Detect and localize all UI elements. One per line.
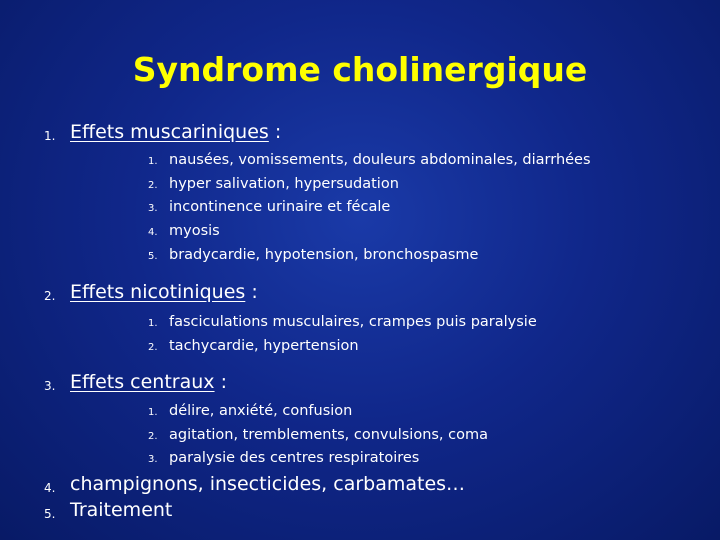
item-text: agitation, tremblements, convulsions, coma — [169, 427, 489, 443]
heading-suffix: : — [245, 281, 258, 303]
item-text: tachycardie, hypertension — [169, 338, 359, 354]
section-heading: Effets muscariniques — [70, 121, 269, 143]
item-number: 2. — [148, 180, 158, 191]
item-text: incontinence urinaire et fécale — [169, 199, 391, 215]
section-number: 2. — [44, 289, 56, 303]
item-number: 2. — [148, 342, 158, 353]
item-text: nausées, vomissements, douleurs abdominales, diarrhées — [169, 152, 591, 168]
item-number: 2. — [148, 431, 158, 442]
section-number: 3. — [44, 379, 56, 393]
section-number: 5. — [44, 507, 56, 521]
slide-title: Syndrome cholinergique — [132, 50, 588, 89]
item-text: bradycardie, hypotension, bronchospasme — [169, 247, 479, 263]
item-number: 4. — [148, 227, 158, 238]
section-heading: Effets nicotiniques — [70, 281, 246, 303]
heading-suffix: : — [268, 121, 282, 143]
item-number: 5. — [148, 251, 158, 262]
item-number: 3. — [148, 203, 158, 214]
item-number: 3. — [148, 454, 158, 465]
heading-suffix: : — [214, 371, 227, 393]
item-text: hyper salivation, hypersudation — [169, 176, 399, 192]
item-text: paralysie des centres respiratoires — [169, 450, 420, 466]
item-text: délire, anxiété, confusion — [169, 403, 353, 419]
item-number: 1. — [148, 318, 158, 329]
item-text: fasciculations musculaires, crampes puis paralysie — [169, 314, 537, 330]
section-heading: Traitement — [70, 499, 173, 521]
section-number: 1. — [44, 129, 56, 143]
item-number: 1. — [148, 156, 158, 167]
section-number: 4. — [44, 481, 56, 495]
item-text: myosis — [169, 223, 220, 239]
item-number: 1. — [148, 407, 158, 418]
section-heading: champignons, insecticides, carbamates… — [70, 473, 466, 495]
section-heading: Effets centraux — [70, 371, 215, 393]
